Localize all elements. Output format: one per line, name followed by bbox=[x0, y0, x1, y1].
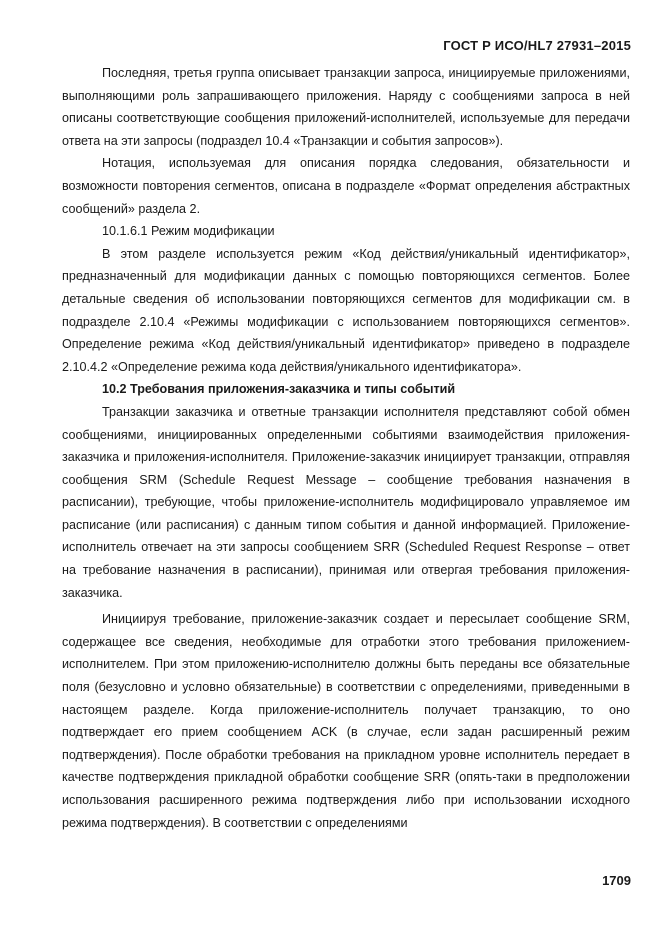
paragraph-request-processing: Инициируя требование, приложение-заказчик создает и пересылает сообщение SRM, содержащее все сведения, необходимые для отработки этого требования приложением-исполнителем. При этом приложению-исполнителю должны быть переданы все обязательные поля (безусловно и условно обязательные) в соответствии с определениями, приведенными в настоящем разделе. Когда приложение-исполнитель получает транзакцию, то оно подтверждает его прием сообщением ACK (в случае, если задан расширенный режим подтверждения). После обработки требования на прикладном уровне исполнитель передает в качестве подтверждения прикладной обработки сообщение SRR (опять-таки в предположении использования расширенного режима подтверждения либо при использовании исходного режима подтверждения). В соответствии с определениями bbox=[62, 612, 630, 830]
paragraph-query-transactions: Последняя, третья группа описывает транзакции запроса, инициируемые приложениями, выполняющими роль запрашивающего приложения. Наряду с сообщениями запроса в ней описаны соответствующие сообщения приложений-исполнителей, используемые для передачи ответа на эти запросы (подраздел 10.4 «Транзакции и события запросов»). bbox=[62, 66, 630, 148]
paragraph-notation: Нотация, используемая для описания порядка следования, обязательности и возможности повторения сегментов, описана в подразделе «Формат определения абстрактных сообщений» раздела 2. bbox=[62, 156, 630, 216]
paragraph-modification-mode: В этом разделе используется режим «Код действия/уникальный идентификатор», предназначенный для модификации данных с помощью повторяющихся сегментов. Более детальные сведения об использовании повторяющихся сегментов для модификации см. в подразделе 2.10.4 «Режимы модификации с использованием повторяющихся сегментов». Определение режима «Код действия/уникальный идентификатор» приведено в подразделе 2.10.4.2 «Определение режима кода действия/уникального идентификатора». bbox=[62, 246, 630, 374]
subsection-title: 10.1.6.1 Режим модификации bbox=[102, 224, 275, 239]
document-body bbox=[62, 62, 630, 834]
page-number: 1709 bbox=[602, 873, 631, 888]
paragraph-transactions: Транзакции заказчика и ответные транзакции исполнителя представляют собой обмен сообщениями, инициированных определенными событиями взаимодействия приложения-заказчика и приложения-исполнителя. Приложение-заказчик инициирует транзакции, отправляя сообщения SRM (Schedule Request Message – сообщение требования назначения в расписании), требующие, чтобы приложение-исполнитель модифицировало управляемое им расписание (или расписания) с данным типом события и данной информацией. Приложение-исполнитель отвечает на эти запросы сообщением SRR (Scheduled Request Response – ответ на требование назначения в расписании), принимая или отвергая требования приложения-заказчика. bbox=[62, 404, 630, 600]
standard-header: ГОСТ Р ИСО/HL7 27931–2015 bbox=[443, 38, 631, 53]
section-heading: 10.2 Требования приложения-заказчика и типы событий bbox=[102, 382, 456, 397]
